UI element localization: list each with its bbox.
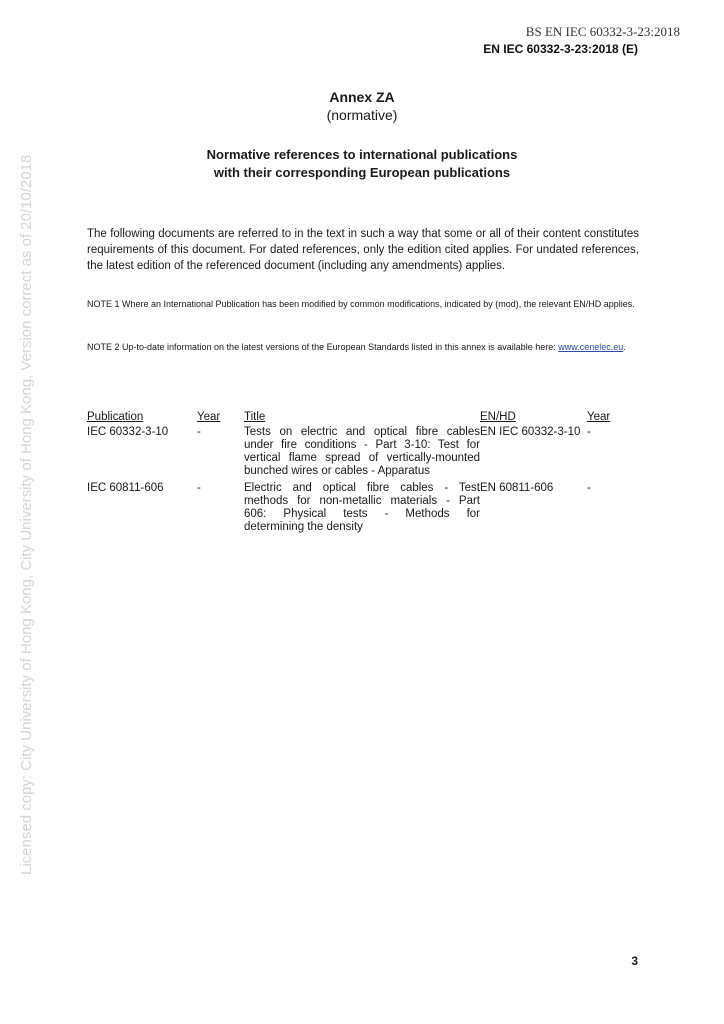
- note-1: NOTE 1 Where an International Publication has been modified by common modifications, indicated by (mod), the relevant EN/HD applies.: [87, 299, 635, 309]
- annex-heading: [0, 146, 724, 182]
- year-cell: -: [197, 426, 201, 438]
- header-year-2: Year: [587, 411, 611, 423]
- note-2-end: .: [623, 342, 626, 352]
- header-title: Title: [244, 411, 266, 423]
- header-publication: Publication: [87, 411, 144, 423]
- publication-cell: IEC 60332-3-10: [87, 426, 169, 438]
- title-line: Electric and optical fibre cables - Test: [244, 482, 480, 494]
- page-number: 3: [631, 954, 638, 968]
- title-line: vertical flame spread of vertically-mounted: [244, 452, 480, 464]
- annex-subtitle: (normative): [326, 107, 398, 123]
- title-line: bunched wires or cables - Apparatus: [244, 465, 431, 477]
- note-2: [87, 340, 639, 354]
- en-hd-cell: EN IEC 60332-3-10: [480, 426, 581, 438]
- title-cell: [244, 426, 480, 478]
- title-line: Tests on electric and optical fibre cables: [244, 426, 480, 438]
- title-line: determining the density: [244, 521, 363, 533]
- en-hd-cell: EN 60811-606: [480, 482, 554, 494]
- annex-title: Annex ZA: [329, 89, 395, 105]
- license-watermark: Licensed copy: City University of Hong Kong, City University of Hong Kong, Version correct as of 20/10/2018: [18, 154, 35, 875]
- year-cell: -: [197, 482, 201, 494]
- publication-cell: IEC 60811-606: [87, 482, 164, 494]
- title-line: under fire conditions - Part 3-10: Test for: [244, 439, 480, 451]
- title-line: methods for non-metallic materials - Part: [244, 495, 480, 507]
- intro-paragraph: The following documents are referred to in the text in such a way that some or all of their content constitutes requirements of this document. For dated references, only the edition cited applies. For undated references, the latest edition of the referenced document (including any amendments) applies.: [87, 228, 639, 272]
- annex-heading-line-1: Normative references to international publications: [206, 147, 518, 162]
- year-2-cell: -: [587, 482, 591, 494]
- year-2-cell: -: [587, 426, 591, 438]
- header-year: Year: [197, 411, 221, 423]
- en-standard-reference: EN IEC 60332-3-23:2018 (E): [483, 42, 638, 56]
- title-cell: [244, 482, 480, 534]
- note-2-text: NOTE 2 Up-to-date information on the latest versions of the European Standards listed in this annex is available here:: [87, 342, 559, 352]
- annex-heading-line-2: with their corresponding European publications: [213, 165, 511, 180]
- title-line: 606: Physical tests - Methods for: [244, 508, 480, 520]
- cenelec-link[interactable]: www.cenelec.eu: [558, 342, 624, 352]
- bs-standard-reference: BS EN IEC 60332-3-23:2018: [525, 24, 680, 39]
- header-en-hd: EN/HD: [480, 411, 516, 423]
